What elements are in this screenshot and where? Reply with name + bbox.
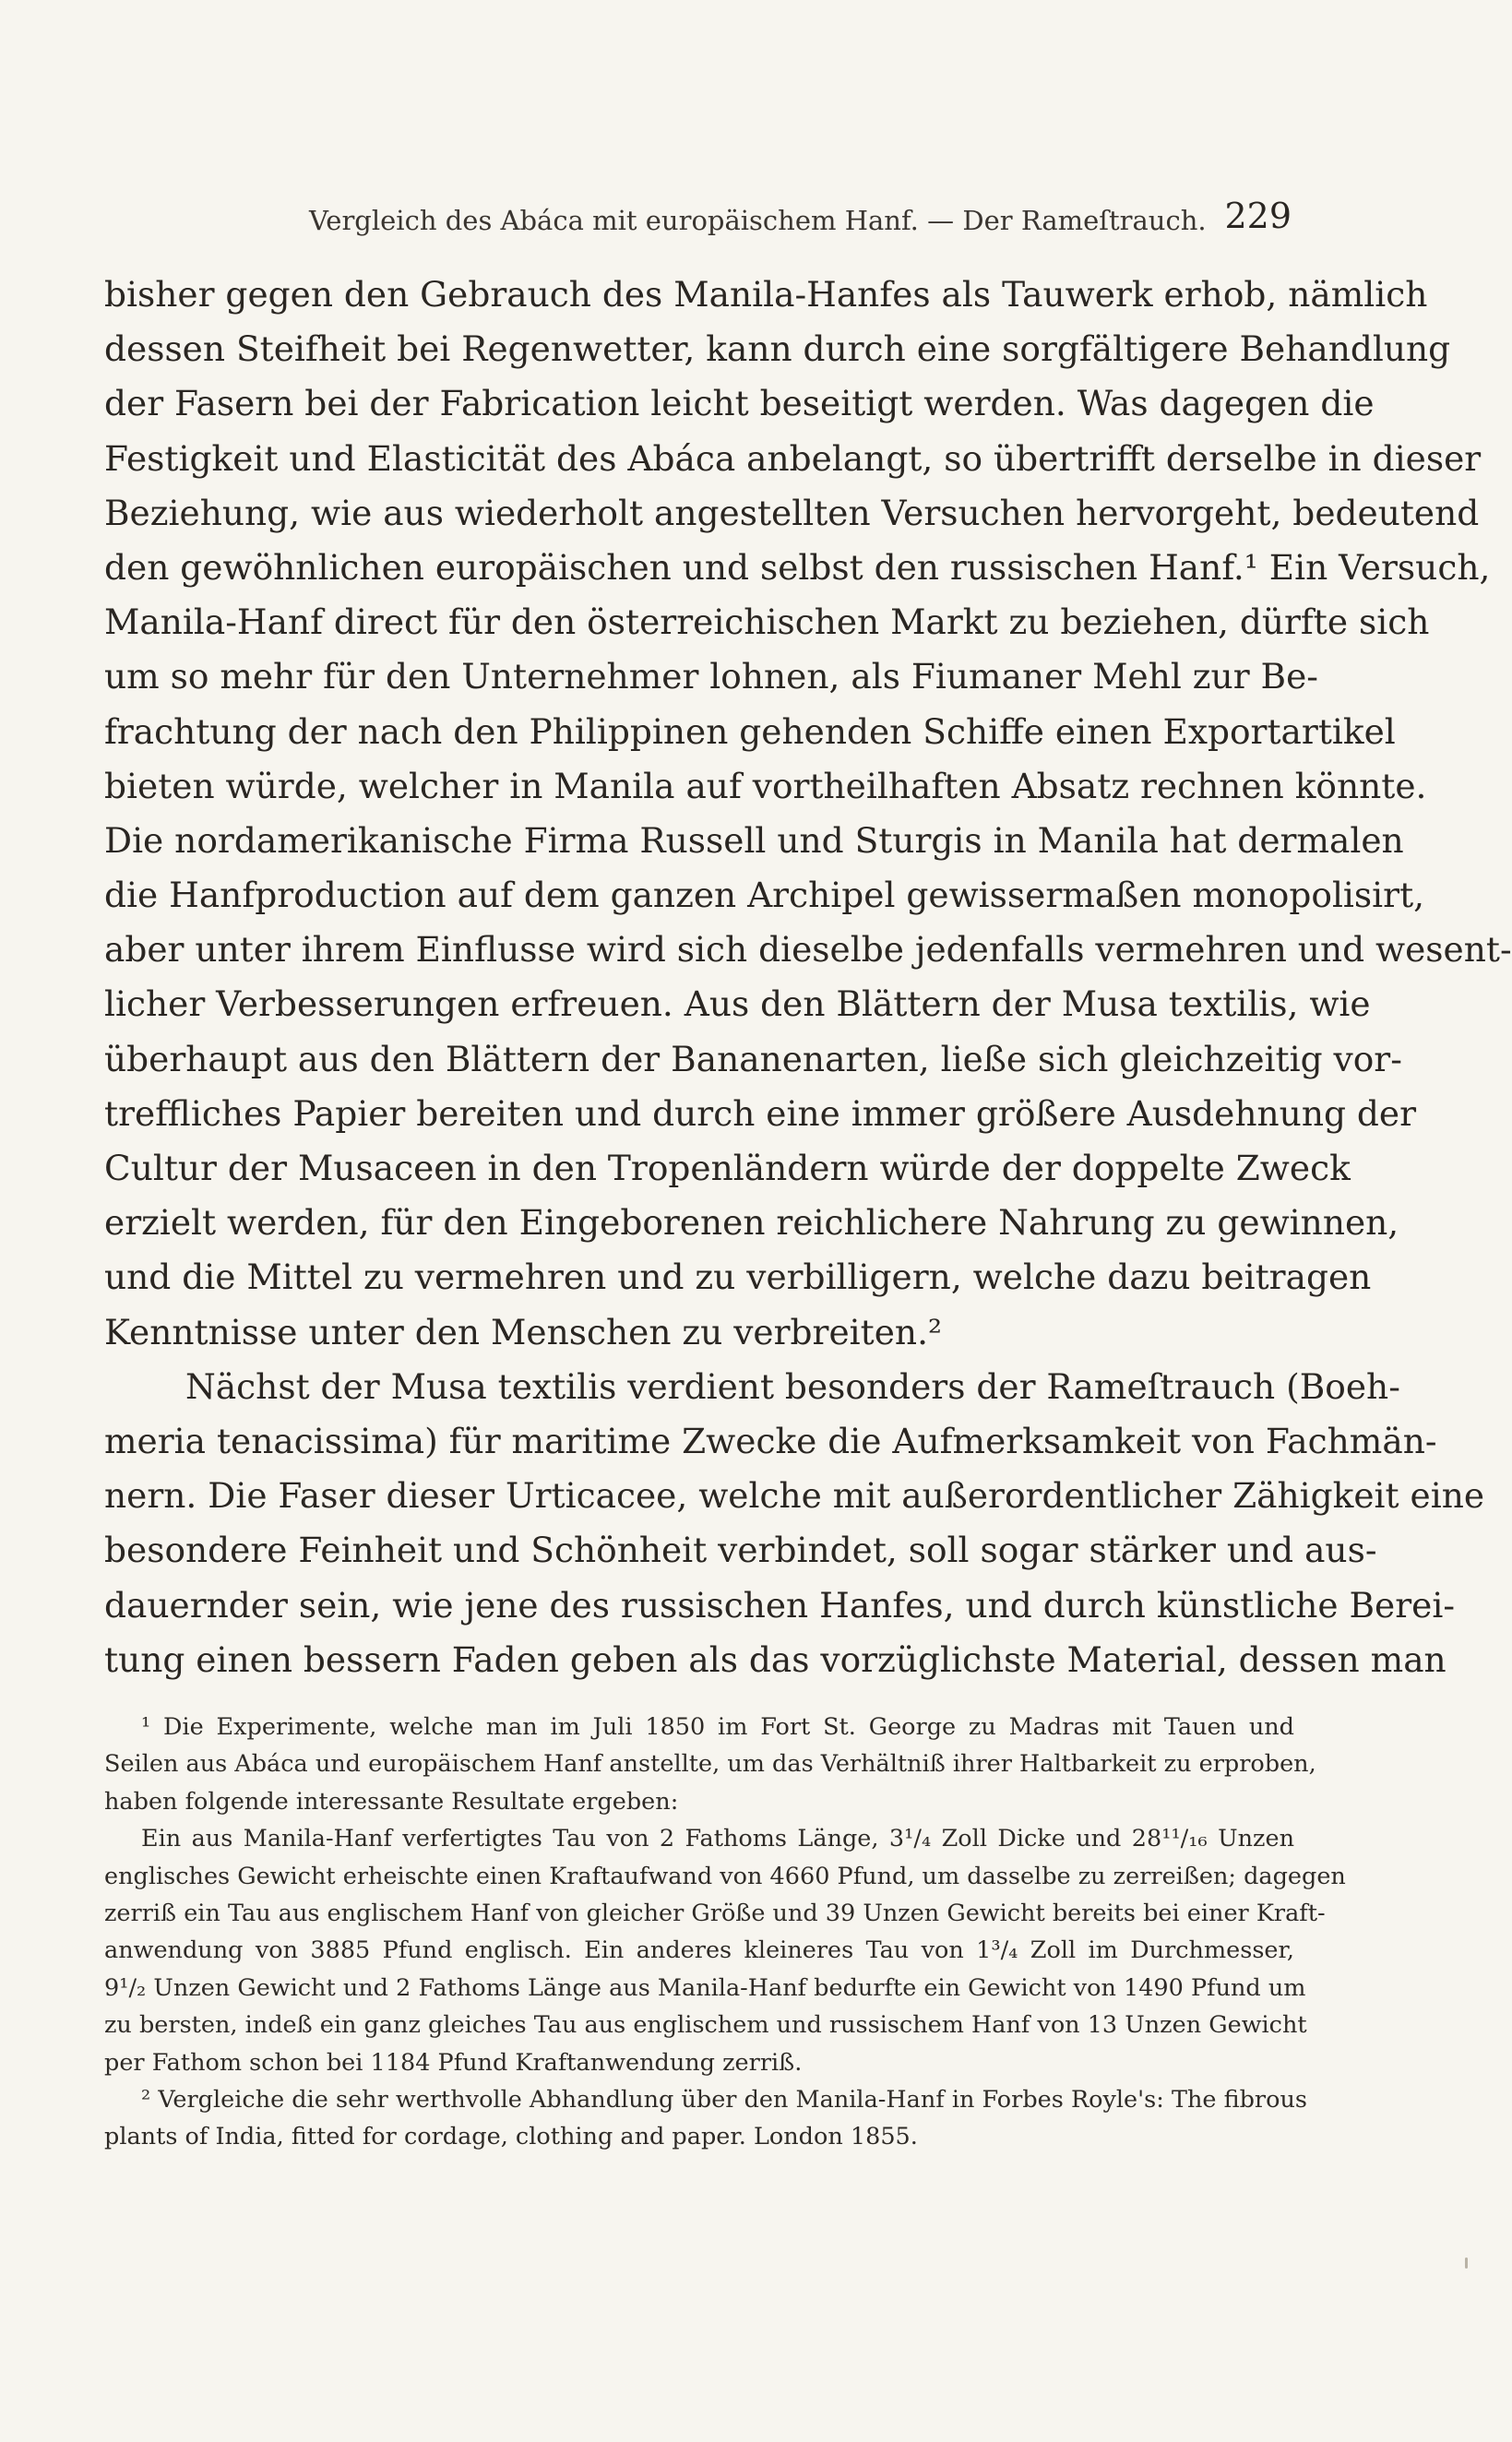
- body-line: dauernder sein, wie jene des russischen Hanfes, und durch künstliche Berei-: [104, 1584, 1456, 1626]
- running-head: [189, 196, 1292, 242]
- body-line: bisher gegen den Gebrauch des Manila-Hanfes als Tauwerk erhob, nämlich: [104, 274, 1428, 315]
- body-line: Cultur der Musaceen in den Tropenländern würde der doppelte Zweck: [104, 1148, 1351, 1188]
- body-line: Festigkeit und Elasticität des Abáca anbelangt, so übertrifft derselbe in dieser: [104, 437, 1482, 479]
- body-line: frachtung der nach den Philippinen gehenden Schiffe einen Exportartikel: [104, 710, 1396, 752]
- footnote-line: haben folgende interessante Resultate ergeben:: [104, 1787, 679, 1816]
- body-line: bieten würde, welcher in Manila auf vortheilhaften Absatz rechnen könnte.: [104, 765, 1427, 806]
- footnote-line: Ein aus Manila-Hanf verfertigtes Tau von 2 Fathoms Länge, 3¹/₄ Zoll Dicke und 28¹¹/₁₆ Unzen: [141, 1825, 1294, 1853]
- body-line: besondere Feinheit und Schönheit verbindet, soll sogar stärker und aus-: [104, 1530, 1377, 1571]
- body-line: Nächst der Musa textilis verdient besonders der Rameſtrauch (Boeh-: [185, 1365, 1400, 1407]
- body-line: Kenntnisse unter den Menschen zu verbreiten.²: [104, 1311, 943, 1352]
- footnote-line: plants of India, fitted for cordage, clothing and paper. London 1855.: [104, 2123, 918, 2151]
- body-line: die Hanfproduction auf dem ganzen Archipel gewissermaßen monopolisirt,: [104, 875, 1425, 916]
- body-line: Beziehung, wie aus wiederholt angestellten Versuchen hervorgeht, bedeutend: [104, 492, 1480, 533]
- running-title: Vergleich des Abáca mit europäischem Hanf. — Der Rameſtrauch.: [309, 205, 1207, 236]
- page-number: 229: [1224, 196, 1292, 236]
- body-line: Manila-Hanf direct für den österreichischen Markt zu beziehen, dürfte sich: [104, 602, 1430, 643]
- body-line: treffliches Papier bereiten und durch eine immer größere Ausdehnung der: [104, 1092, 1417, 1134]
- body-line: dessen Steifheit bei Regenwetter, kann durch eine sorgfältigere Behandlung: [104, 328, 1451, 370]
- page-speck: [1465, 2257, 1468, 2269]
- body-line: Die nordamerikanische Firma Russell und Sturgis in Manila hat dermalen: [104, 819, 1404, 861]
- footnote-line: Seilen aus Abáca und europäischem Hanf anstellte, um das Verhältniß ihrer Haltbarkeit zu erproben,: [104, 1750, 1316, 1779]
- body-line: den gewöhnlichen europäischen und selbst den russischen Hanf.¹ Ein Versuch,: [104, 546, 1491, 588]
- body-text: [104, 268, 1512, 1687]
- body-line: und die Mittel zu vermehren und zu verbilligern, welche dazu beitragen: [104, 1257, 1372, 1298]
- body-line: der Fasern bei der Fabrication leicht beseitigt werden. Was dagegen die: [104, 383, 1375, 424]
- footnote-line: zu bersten, indeß ein ganz gleiches Tau aus englischem und russischem Hanf von 13 Unzen Gewicht: [104, 2011, 1307, 2040]
- body-line: licher Verbesserungen erfreuen. Aus den Blättern der Musa textilis, wie: [104, 983, 1371, 1025]
- footnote-line: zerriß ein Tau aus englischem Hanf von gleicher Größe und 39 Unzen Gewicht bereits bei einer Kraft-: [104, 1899, 1326, 1927]
- body-line: aber unter ihrem Einflusse wird sich dieselbe jedenfalls vermehren und wesent-: [104, 929, 1512, 971]
- footnote-line: 9¹/₂ Unzen Gewicht und 2 Fathoms Länge aus Manila-Hanf bedurfte ein Gewicht von 1490 Pfund um: [104, 1973, 1306, 2002]
- footnotes: [104, 1709, 1346, 2156]
- body-line: tung einen bessern Faden geben als das vorzüglichste Material, dessen man: [104, 1638, 1447, 1680]
- body-line: nern. Die Faser dieser Urticacee, welche mit außerordentlicher Zähigkeit eine: [104, 1475, 1485, 1517]
- footnote-line: per Fathom schon bei 1184 Pfund Kraftanwendung zerriß.: [104, 2048, 803, 2077]
- footnote-line: ² Vergleiche die sehr werthvolle Abhandlung über den Manila-Hanf in Forbes Royle's: The fibrous: [141, 2085, 1307, 2114]
- body-line: erzielt werden, für den Eingeborenen reichlichere Nahrung zu gewinnen,: [104, 1202, 1399, 1244]
- body-line: überhaupt aus den Blättern der Bananenarten, ließe sich gleichzeitig vor-: [104, 1038, 1402, 1079]
- footnote-line: anwendung von 3885 Pfund englisch. Ein anderes kleineres Tau von 1³/₄ Zoll im Durchmesser,: [104, 1936, 1294, 1965]
- footnote-line: englisches Gewicht erheischte einen Kraftaufwand von 4660 Pfund, um dasselbe zu zerreißen; dagegen: [104, 1862, 1346, 1890]
- body-line: um so mehr für den Unternehmer lohnen, als Fiumaner Mehl zur Be-: [104, 656, 1318, 697]
- footnote-line: ¹ Die Experimente, welche man im Juli 1850 im Fort St. George zu Madras mit Tauen und: [141, 1713, 1294, 1741]
- body-line: meria tenacissima) für maritime Zwecke die Aufmerksamkeit von Fachmän-: [104, 1420, 1437, 1461]
